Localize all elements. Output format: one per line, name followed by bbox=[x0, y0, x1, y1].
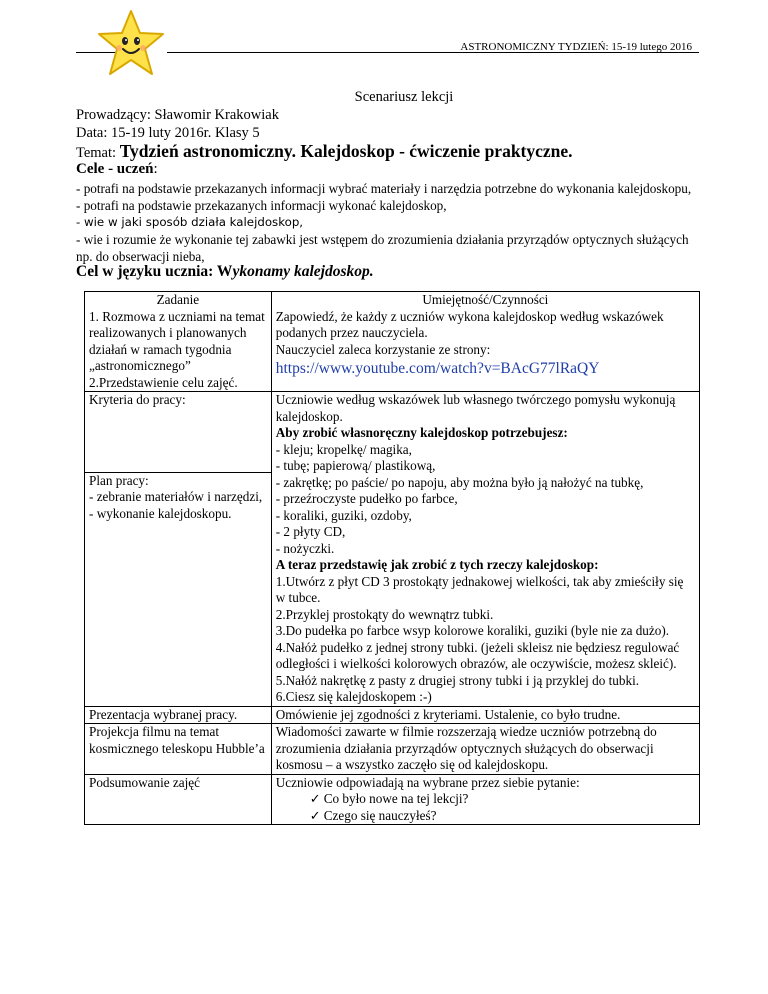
task-cell bbox=[85, 472, 272, 706]
task-text: 1. Rozmowa z uczniami na temat realizowanych i planowanych działań w ramach tygodnia „astronomicznego” bbox=[89, 308, 265, 373]
table-row bbox=[85, 774, 700, 825]
task-text: Plan pracy: bbox=[89, 472, 149, 488]
table-row bbox=[85, 292, 700, 392]
material-item: - przeźroczyste pudełko po farbce, bbox=[275, 491, 458, 506]
student-goal-line bbox=[76, 263, 374, 281]
topic-label: Temat: bbox=[76, 145, 120, 161]
column-header-task: Zadanie bbox=[156, 292, 200, 307]
lesson-table bbox=[84, 291, 700, 825]
task-text: - zebranie materiałów i narzędzi, bbox=[89, 489, 263, 505]
goal-item: - potrafi na podstawie przekazanych informacji wybrać materiały i narzędzia potrzebne do wykonania kalejdoskopu, bbox=[76, 181, 692, 196]
task-text: Kryteria do pracy: bbox=[89, 392, 186, 407]
material-item: - kleju; kropelkę/ magika, bbox=[275, 441, 412, 457]
question-item bbox=[276, 808, 695, 825]
student-goal-text: ykonamy kalejdoskop. bbox=[232, 263, 374, 280]
step-item: 5.Nałóż nakrętkę z pasty z drugiej strony tubki i ją przyklej do tubki. bbox=[275, 672, 640, 688]
goal-item: - potrafi na podstawie przekazanych informacji wykonać kalejdoskop, bbox=[76, 198, 447, 213]
skills-cell bbox=[271, 774, 699, 825]
skills-text: Uczniowie odpowiadają na wybrane przez siebie pytanie: bbox=[275, 774, 580, 790]
task-text: 2.Przedstawienie celu zajęć. bbox=[89, 374, 238, 390]
checkmark-icon: ✓ bbox=[309, 807, 321, 823]
date-line: Data: 15-19 luty 2016r. Klasy 5 bbox=[76, 125, 260, 141]
checkmark-icon: ✓ bbox=[309, 791, 321, 806]
materials-heading: Aby zrobić własnoręczny kalejdoskop potrzebujesz: bbox=[275, 425, 568, 440]
question-text: Czego się nauczyłeś? bbox=[323, 807, 437, 823]
skills-text: Omówienie jej zgodności z kryteriami. Ustalenie, co było trudne. bbox=[275, 706, 621, 722]
material-item: - zakrętkę; po paście/ po napoju, aby można było ją nałożyć na tubkę, bbox=[275, 474, 644, 490]
question-text: Co było nowe na tej lekcji? bbox=[323, 791, 469, 806]
teacher-line: Prowadzący: Sławomir Krakowiak bbox=[76, 107, 279, 123]
skills-text: Uczniowie według wskazówek lub własnego twórczego pomysłu wykonują kalejdoskop. bbox=[275, 392, 676, 424]
goals-colon: : bbox=[153, 161, 158, 177]
skills-cell bbox=[271, 392, 699, 707]
material-item: - nożyczki. bbox=[275, 540, 335, 556]
student-goal-label: Cel w języku ucznia: W bbox=[76, 263, 233, 280]
goal-item: - wie i rozumie że wykonanie tej zabawki jest wstępem do zrozumienia działania przyrządów optycznych służących np. do obserwacji nieba, bbox=[76, 232, 689, 264]
table-row bbox=[85, 724, 700, 775]
task-cell bbox=[85, 706, 272, 724]
goals-label: Cele - uczeń bbox=[76, 161, 154, 177]
goals-list bbox=[76, 180, 706, 265]
running-header: ASTRONOMICZNY TYDZIEŃ: 15-19 lutego 2016 bbox=[460, 41, 692, 53]
table-row bbox=[85, 706, 700, 724]
material-item: - 2 płyty CD, bbox=[275, 524, 346, 539]
step-item: 3.Do pudełka po farbce wsyp kolorowe koraliki, guziki (byle nie za dużo). bbox=[275, 623, 670, 638]
step-item: 4.Nałóż pudełko z jednej strony tubki. (jeżeli skleisz nie będziesz regulować odległości i wielkości kolorowych obrazów, ale oczywiście, możesz skleić). bbox=[275, 639, 680, 671]
scenario-title: Scenariusz lekcji bbox=[354, 89, 454, 105]
table-row bbox=[85, 392, 700, 473]
topic-text: Tydzień astronomiczny. Kalejdoskop - ćwiczenie praktyczne. bbox=[119, 141, 573, 161]
task-text: Prezentacja wybranej pracy. bbox=[89, 706, 238, 722]
step-item: 6.Ciesz się kalejdoskopem :-) bbox=[275, 689, 432, 704]
material-item: - tubę; papierową/ plastikową, bbox=[275, 458, 436, 473]
goal-item: - wie w jaki sposób działa kalejdoskop, bbox=[76, 215, 304, 229]
column-header-skills: Umiejętność/Czynności bbox=[422, 292, 549, 307]
step-item: 1.Utwórz z płyt CD 3 prostokąty jednakowej wielkości, tak aby zmieściły się w tubce. bbox=[275, 573, 684, 605]
material-item: - koraliki, guziki, ozdoby, bbox=[275, 507, 412, 523]
task-cell bbox=[85, 774, 272, 825]
step-item: 2.Przyklej prostokąty do wewnątrz tubki. bbox=[275, 606, 494, 622]
task-cell bbox=[85, 392, 272, 473]
topic-line bbox=[76, 141, 573, 162]
skills-cell bbox=[271, 706, 699, 724]
task-text: Projekcja filmu na temat kosmicznego teleskopu Hubble’a bbox=[89, 724, 265, 756]
skills-text: Wiadomości zawarte w filmie rozszerzają wiedze uczniów potrzebną do zrozumienia działania przyrządów optycznych służących do obserwacji kosmosu – a wszystko zaczęło się od kalejdoskopu. bbox=[275, 724, 657, 772]
youtube-link[interactable]: https://www.youtube.com/watch?v=BAcG77lRaQY bbox=[275, 360, 600, 377]
task-cell bbox=[85, 292, 272, 392]
star-mascot-icon bbox=[96, 8, 166, 80]
question-item bbox=[276, 791, 695, 808]
skills-cell bbox=[271, 292, 699, 392]
goals-heading bbox=[76, 161, 158, 178]
skills-text: Zapowiedź, że każdy z uczniów wykona kalejdoskop według wskazówek podanych przez nauczyciela. bbox=[275, 308, 664, 340]
task-cell bbox=[85, 724, 272, 775]
header-rule-right bbox=[167, 52, 699, 53]
skills-cell bbox=[271, 724, 699, 775]
task-text: - wykonanie kalejdoskopu. bbox=[89, 505, 232, 521]
steps-heading: A teraz przedstawię jak zrobić z tych rzeczy kalejdoskop: bbox=[275, 557, 599, 572]
skills-text: Nauczyciel zaleca korzystanie ze strony: bbox=[275, 341, 491, 357]
task-text: Podsumowanie zajęć bbox=[89, 774, 200, 790]
